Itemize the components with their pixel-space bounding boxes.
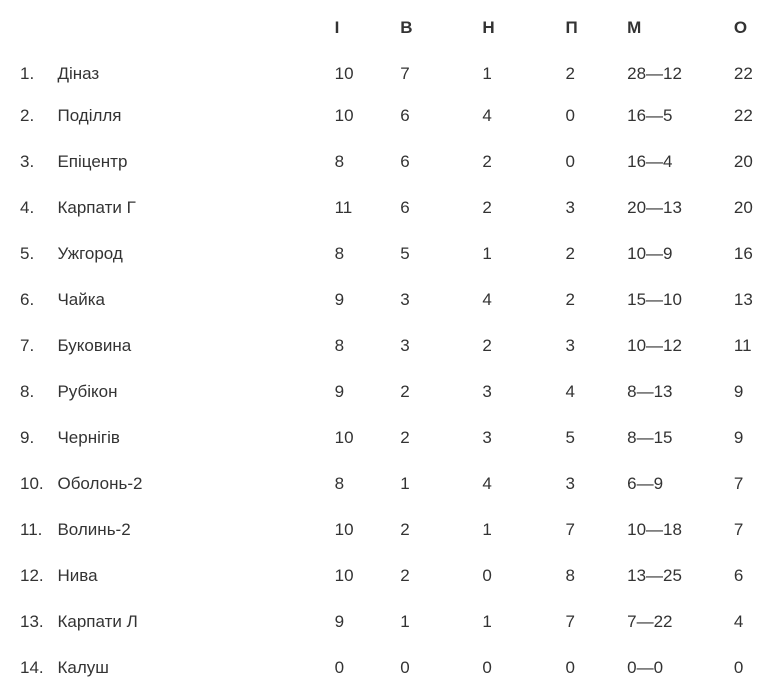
goals-cell: 16—5	[627, 106, 673, 125]
draws-cell: 1	[482, 520, 492, 539]
points-cell: 6	[733, 566, 744, 585]
games-cell: 8	[334, 474, 345, 493]
wins-cell: 1	[400, 612, 410, 631]
points-cell: 4	[733, 612, 744, 631]
points-cell: 7	[733, 474, 744, 493]
position-cell: 8.	[20, 382, 35, 401]
losses-cell: 3	[565, 474, 576, 493]
position-cell: 11.	[20, 520, 43, 539]
position-cell: 14.	[20, 658, 44, 677]
games-cell: 9	[334, 382, 345, 401]
table-row	[0, 369, 775, 415]
header-points: О	[733, 17, 748, 37]
team-name-cell: Нива	[57, 566, 98, 585]
goals-cell: 7—22	[627, 612, 673, 631]
table-row	[0, 93, 775, 139]
wins-cell: 7	[400, 64, 410, 83]
points-cell: 7	[733, 520, 744, 539]
goals-cell: 10—18	[627, 520, 682, 539]
points-cell: 22	[733, 106, 753, 125]
wins-cell: 6	[400, 198, 410, 217]
table-row	[0, 553, 775, 599]
draws-cell: 4	[482, 106, 492, 125]
team-name-cell: Чернігів	[57, 428, 120, 447]
points-cell: 9	[733, 382, 744, 401]
points-cell: 9	[733, 428, 744, 447]
goals-cell: 20—13	[627, 198, 682, 217]
team-name-cell: Карпати Л	[57, 612, 138, 631]
draws-cell: 1	[482, 244, 492, 263]
losses-cell: 0	[565, 106, 576, 125]
games-cell: 10	[334, 520, 354, 539]
position-cell: 6.	[20, 290, 35, 309]
position-cell: 9.	[20, 428, 35, 447]
losses-cell: 0	[565, 658, 576, 677]
goals-cell: 10—9	[627, 244, 673, 263]
draws-cell: 2	[482, 336, 492, 355]
points-cell: 11	[733, 336, 752, 355]
wins-cell: 3	[400, 290, 410, 309]
draws-cell: 3	[482, 428, 492, 447]
losses-cell: 3	[565, 198, 576, 217]
points-cell: 20	[733, 152, 753, 171]
wins-cell: 0	[400, 658, 410, 677]
position-cell: 4.	[20, 198, 35, 217]
losses-cell: 3	[565, 336, 576, 355]
table-row	[0, 55, 775, 93]
wins-cell: 5	[400, 244, 410, 263]
goals-cell: 15—10	[627, 290, 682, 309]
losses-cell: 0	[565, 152, 576, 171]
header-wins: В	[400, 17, 413, 37]
header-team	[57, 0, 334, 55]
goals-cell: 8—13	[627, 382, 673, 401]
draws-cell: 0	[482, 658, 492, 677]
table-row	[0, 645, 775, 691]
position-cell: 2.	[20, 106, 35, 125]
wins-cell: 6	[400, 106, 410, 125]
standings-body	[0, 55, 775, 691]
header-row	[0, 0, 775, 55]
position-cell: 7.	[20, 336, 35, 355]
wins-cell: 3	[400, 336, 410, 355]
losses-cell: 8	[565, 566, 576, 585]
header-position	[0, 0, 57, 55]
position-cell: 1.	[20, 64, 35, 83]
games-cell: 8	[334, 244, 345, 263]
header-draws: Н	[482, 17, 495, 37]
draws-cell: 4	[482, 474, 492, 493]
losses-cell: 5	[565, 428, 576, 447]
table-row	[0, 185, 775, 231]
team-name-cell: Поділля	[57, 106, 122, 125]
points-cell: 16	[733, 244, 753, 263]
draws-cell: 2	[482, 198, 492, 217]
team-name-cell: Епіцентр	[57, 152, 128, 171]
games-cell: 10	[334, 106, 354, 125]
wins-cell: 2	[400, 428, 410, 447]
goals-cell: 6—9	[627, 474, 664, 493]
standings-header	[0, 0, 775, 55]
goals-cell: 16—4	[627, 152, 673, 171]
games-cell: 8	[334, 336, 345, 355]
games-cell: 9	[334, 290, 345, 309]
team-name-cell: Чайка	[57, 290, 106, 309]
losses-cell: 7	[565, 520, 576, 539]
games-cell: 0	[334, 658, 345, 677]
draws-cell: 3	[482, 382, 492, 401]
team-name-cell: Діназ	[57, 64, 100, 83]
table-row	[0, 599, 775, 645]
draws-cell: 0	[482, 566, 492, 585]
draws-cell: 2	[482, 152, 492, 171]
position-cell: 13.	[20, 612, 44, 631]
table-row	[0, 139, 775, 185]
team-name-cell: Рубікон	[57, 382, 118, 401]
draws-cell: 1	[482, 64, 492, 83]
header-losses: П	[565, 17, 578, 37]
goals-cell: 28—12	[627, 64, 682, 83]
team-name-cell: Оболонь-2	[57, 474, 143, 493]
losses-cell: 7	[565, 612, 576, 631]
team-name-cell: Волинь-2	[57, 520, 131, 539]
goals-cell: 0—0	[627, 658, 664, 677]
table-row	[0, 323, 775, 369]
team-name-cell: Калуш	[57, 658, 109, 677]
losses-cell: 4	[565, 382, 576, 401]
header-goals: М	[627, 17, 642, 37]
wins-cell: 1	[400, 474, 410, 493]
table-row	[0, 415, 775, 461]
games-cell: 11	[334, 198, 353, 217]
losses-cell: 2	[565, 244, 576, 263]
position-cell: 3.	[20, 152, 35, 171]
games-cell: 10	[334, 566, 354, 585]
points-cell: 22	[733, 64, 753, 83]
points-cell: 20	[733, 198, 753, 217]
table-row	[0, 231, 775, 277]
goals-cell: 10—12	[627, 336, 682, 355]
points-cell: 13	[733, 290, 753, 309]
games-cell: 10	[334, 64, 354, 83]
points-cell: 0	[733, 658, 744, 677]
wins-cell: 2	[400, 520, 410, 539]
goals-cell: 13—25	[627, 566, 682, 585]
table-row	[0, 277, 775, 323]
position-cell: 10.	[20, 474, 44, 493]
games-cell: 9	[334, 612, 345, 631]
games-cell: 10	[334, 428, 354, 447]
position-cell: 5.	[20, 244, 35, 263]
goals-cell: 8—15	[627, 428, 673, 447]
header-games: І	[334, 17, 340, 37]
losses-cell: 2	[565, 64, 576, 83]
table-row	[0, 507, 775, 553]
team-name-cell: Буковина	[57, 336, 132, 355]
wins-cell: 2	[400, 382, 410, 401]
games-cell: 8	[334, 152, 345, 171]
draws-cell: 4	[482, 290, 492, 309]
team-name-cell: Ужгород	[57, 244, 123, 263]
table-row	[0, 461, 775, 507]
position-cell: 12.	[20, 566, 44, 585]
team-name-cell: Карпати Г	[57, 198, 136, 217]
losses-cell: 2	[565, 290, 576, 309]
wins-cell: 6	[400, 152, 410, 171]
draws-cell: 1	[482, 612, 492, 631]
wins-cell: 2	[400, 566, 410, 585]
